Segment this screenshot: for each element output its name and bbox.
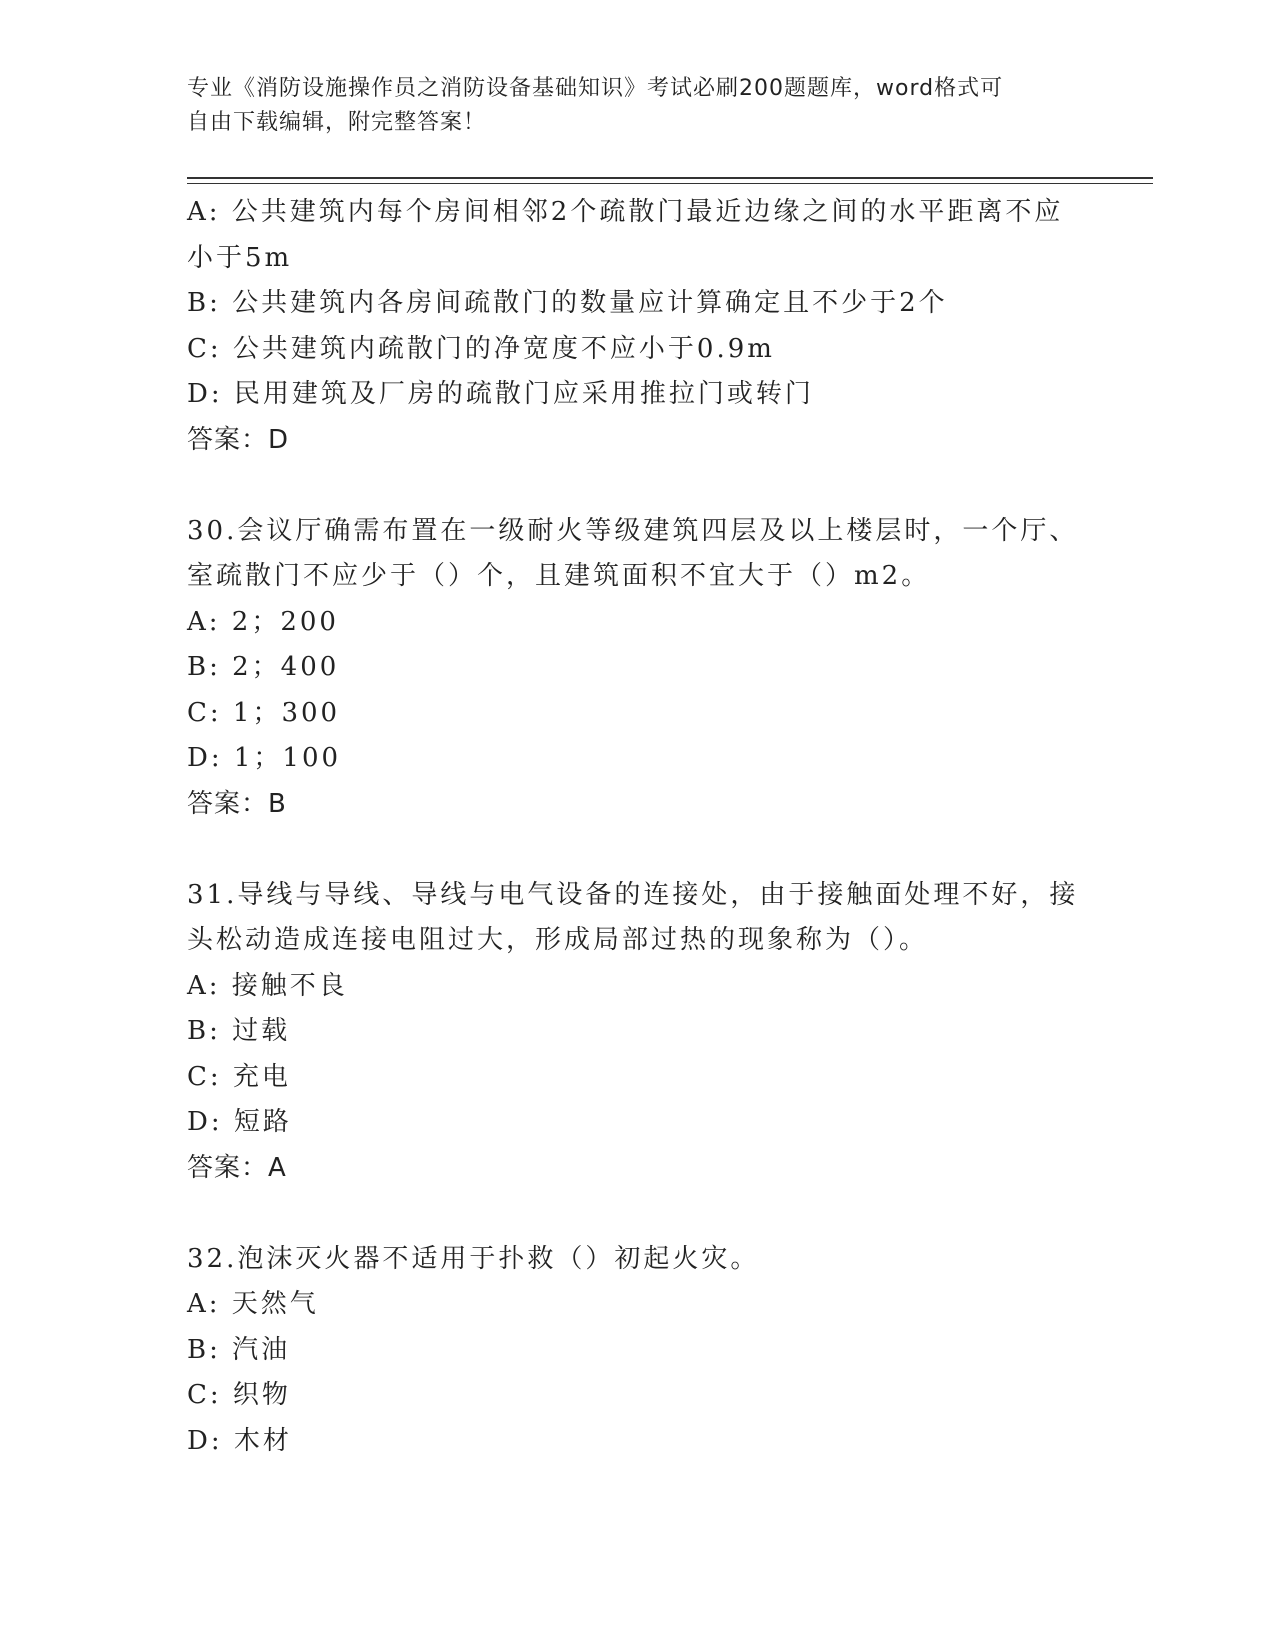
question-stem-line-1: 30.会议厅确需布置在一级耐火等级建筑四层及以上楼层时，一个厅、 xyxy=(187,515,1079,546)
option-b: B: 汽油 xyxy=(187,1334,291,1365)
question-stem-line-2: 室疏散门不应少于（）个，且建筑面积不宜大于（）m2。 xyxy=(187,561,931,591)
option-b: B: 公共建筑内各房间疏散门的数量应计算确定且不少于2个 xyxy=(187,288,948,318)
header-line-1: 专业《消防设施操作员之消防设备基础知识》考试必刷200题题库，word格式可 xyxy=(187,76,1004,101)
question-29 xyxy=(187,190,1087,463)
header-divider-thick xyxy=(187,177,1153,179)
question-30 xyxy=(187,509,1087,828)
question-stem-line-1: 31.导线与导线、导线与电气设备的连接处，由于接触面处理不好，接 xyxy=(187,879,1079,910)
answer: 答案：A xyxy=(187,1152,287,1183)
option-a-line-1: A: 公共建筑内每个房间相邻2个疏散门最近边缘之间的水平距离不应 xyxy=(187,197,1064,227)
spacer xyxy=(187,463,1087,509)
spacer xyxy=(187,827,1087,873)
option-c: C: 公共建筑内疏散门的净宽度不应小于0.9m xyxy=(187,333,775,364)
answer: 答案：B xyxy=(187,788,287,819)
option-c: C: 织物 xyxy=(187,1380,291,1410)
option-b: B: 过载 xyxy=(187,1016,291,1046)
option-a: A: 接触不良 xyxy=(187,970,348,1001)
option-d: D: 短路 xyxy=(187,1107,292,1137)
spacer xyxy=(187,1191,1087,1237)
option-d: D: 民用建筑及厂房的疏散门应采用推拉门或转门 xyxy=(187,379,814,409)
option-c: C: 充电 xyxy=(187,1061,291,1092)
question-list xyxy=(187,190,1087,1464)
question-stem-line-2: 头松动造成连接电阻过大，形成局部过热的现象称为（）。 xyxy=(187,925,929,955)
option-d: D: 1；100 xyxy=(187,743,342,773)
question-32 xyxy=(187,1237,1087,1465)
option-a-line-2: 小于5m xyxy=(187,242,293,273)
header-line-2: 自由下载编辑，附完整答案！ xyxy=(187,110,487,135)
question-31 xyxy=(187,873,1087,1192)
header-divider-thin xyxy=(187,183,1153,184)
question-stem: 32.泡沫灭火器不适用于扑救（）初起火灾。 xyxy=(187,1243,760,1274)
answer: 答案：D xyxy=(187,424,290,455)
option-a: A: 2；200 xyxy=(187,606,339,637)
document-header xyxy=(187,72,1067,140)
option-b: B: 2；400 xyxy=(187,652,340,682)
option-a: A: 天然气 xyxy=(187,1289,319,1319)
option-d: D: 木材 xyxy=(187,1425,292,1456)
option-c: C: 1；300 xyxy=(187,697,341,728)
